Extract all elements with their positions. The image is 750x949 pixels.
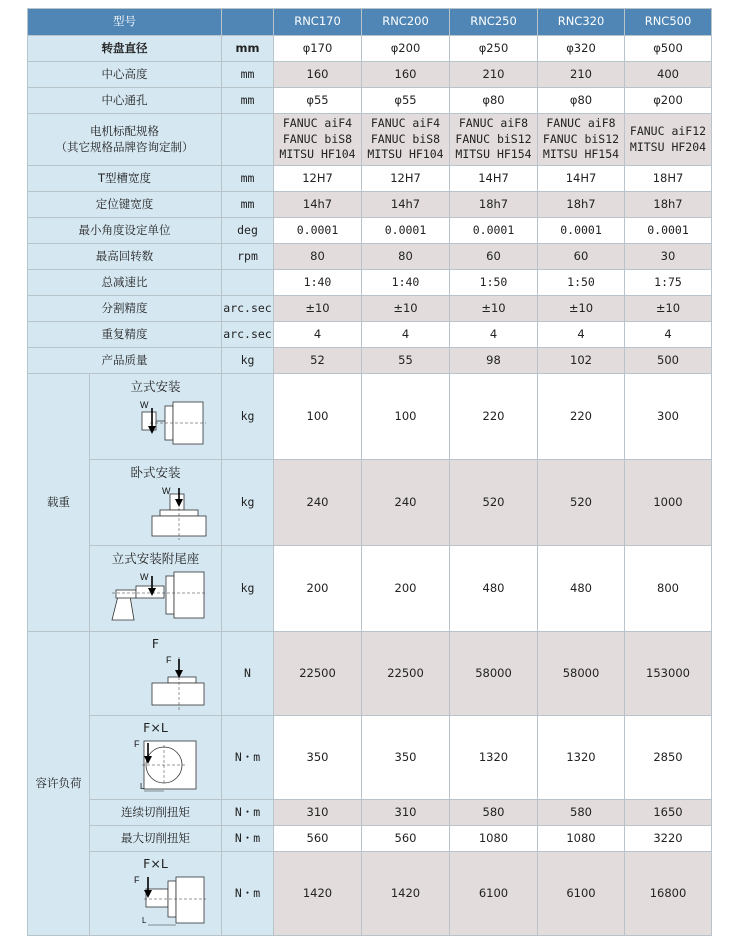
cell: 300: [625, 374, 712, 460]
table-row: [28, 716, 712, 800]
cell: 520: [538, 460, 625, 546]
cell: 1420: [362, 852, 450, 936]
row-unit: deg: [222, 218, 274, 244]
force-label: F: [134, 738, 140, 749]
allowable-group-label: 容许负荷: [28, 632, 90, 936]
load-item-label: F×L: [143, 720, 168, 736]
cell: 14H7: [450, 166, 538, 192]
cell: 480: [538, 546, 625, 632]
cell: φ200: [362, 36, 450, 62]
row-unit: arc.sec: [222, 296, 274, 322]
row-label: 定位键宽度: [28, 192, 222, 218]
motor-note: （其它规格品牌咨询定制）: [55, 139, 194, 154]
row-unit: N・m: [222, 800, 274, 826]
cell: 98: [450, 348, 538, 374]
cell: FANUC aiF4 FANUC biS8 MITSU HF104: [362, 114, 450, 166]
row-unit: kg: [222, 374, 274, 460]
cell: φ80: [538, 88, 625, 114]
cell: 100: [362, 374, 450, 460]
row-unit: N: [222, 632, 274, 716]
row-label: 连续切削扭矩: [90, 800, 222, 826]
table-row: [28, 192, 712, 218]
cell: 12H7: [362, 166, 450, 192]
motor-label: 电机标配规格: [90, 123, 159, 138]
load-item-label: F: [151, 636, 160, 652]
cell: 210: [450, 62, 538, 88]
table-row: [28, 36, 712, 62]
cell: 160: [274, 62, 362, 88]
cell: 0.0001: [625, 218, 712, 244]
allowable-side-moment-cell: [90, 852, 222, 936]
cell: ±10: [362, 296, 450, 322]
cell: φ55: [362, 88, 450, 114]
table-row: [28, 348, 712, 374]
cell: ±10: [538, 296, 625, 322]
load-vertical-cell: [90, 374, 222, 460]
cell: 153000: [625, 632, 712, 716]
cell: 58000: [450, 632, 538, 716]
cell: 1:50: [450, 270, 538, 296]
cell: 55: [362, 348, 450, 374]
table-row: [28, 632, 712, 716]
cell: 1000: [625, 460, 712, 546]
row-label: 中心通孔: [28, 88, 222, 114]
cell: 1080: [538, 826, 625, 852]
cell: 0.0001: [274, 218, 362, 244]
cell: 1320: [450, 716, 538, 800]
cell: 580: [450, 800, 538, 826]
row-label: 产品质量: [28, 348, 222, 374]
cell: 0.0001: [362, 218, 450, 244]
cell: ±10: [274, 296, 362, 322]
cell: 18H7: [625, 166, 712, 192]
cell: 58000: [538, 632, 625, 716]
cell: 22500: [274, 632, 362, 716]
cell: 1:40: [362, 270, 450, 296]
cell: 102: [538, 348, 625, 374]
cell: 14h7: [274, 192, 362, 218]
table-row: [28, 114, 712, 166]
cell: 0.0001: [450, 218, 538, 244]
row-label: 最小角度设定单位: [28, 218, 222, 244]
row-unit: mm: [222, 166, 274, 192]
cell: FANUC aiF8 FANUC biS12 MITSU HF154: [538, 114, 625, 166]
cell: 310: [274, 800, 362, 826]
force-label: F: [166, 654, 172, 665]
cell: 500: [625, 348, 712, 374]
cell: 1650: [625, 800, 712, 826]
table-row: [28, 374, 712, 460]
row-label: 最大切削扭矩: [90, 826, 222, 852]
length-label: L: [142, 915, 147, 925]
cell: 400: [625, 62, 712, 88]
load-tailstock-cell: [90, 546, 222, 632]
cell: 60: [538, 244, 625, 270]
header-row: [28, 9, 712, 36]
row-unit: arc.sec: [222, 322, 274, 348]
cell: 14h7: [362, 192, 450, 218]
cell: 520: [450, 460, 538, 546]
load-item-label: F×L: [143, 856, 168, 872]
cell: 6100: [450, 852, 538, 936]
cell: φ80: [450, 88, 538, 114]
weight-label: W: [162, 485, 171, 496]
allowable-f-cell: [90, 632, 222, 716]
cell: 240: [362, 460, 450, 546]
cell: 60: [450, 244, 538, 270]
table-row: [28, 244, 712, 270]
cell: FANUC aiF4 FANUC biS8 MITSU HF104: [274, 114, 362, 166]
cell: 200: [362, 546, 450, 632]
header-model: RNC250: [450, 9, 538, 36]
side-moment-diagram: [90, 875, 210, 931]
cell: φ170: [274, 36, 362, 62]
load-item-label: 卧式安装: [130, 465, 181, 481]
cell: 80: [274, 244, 362, 270]
cell: 14H7: [538, 166, 625, 192]
row-unit: mm: [222, 192, 274, 218]
cell: 6100: [538, 852, 625, 936]
cell: 210: [538, 62, 625, 88]
cell: 220: [538, 374, 625, 460]
row-unit: kg: [222, 460, 274, 546]
cell: 800: [625, 546, 712, 632]
table-row: [28, 88, 712, 114]
cell: 220: [450, 374, 538, 460]
cell: 1080: [450, 826, 538, 852]
cell: 0.0001: [538, 218, 625, 244]
table-row: [28, 270, 712, 296]
table-row: [28, 322, 712, 348]
weight-label: W: [140, 571, 149, 582]
cell: 240: [274, 460, 362, 546]
row-unit: rpm: [222, 244, 274, 270]
header-model: RNC170: [274, 9, 362, 36]
table-row: [28, 218, 712, 244]
cell: φ55: [274, 88, 362, 114]
cell: 52: [274, 348, 362, 374]
row-label: 总减速比: [28, 270, 222, 296]
cell: 580: [538, 800, 625, 826]
row-label: 分割精度: [28, 296, 222, 322]
cell: 12H7: [274, 166, 362, 192]
cell: 2850: [625, 716, 712, 800]
cell: 4: [538, 322, 625, 348]
cell: 350: [362, 716, 450, 800]
row-unit: N・m: [222, 716, 274, 800]
cell: 22500: [362, 632, 450, 716]
cell: 1:75: [625, 270, 712, 296]
load-group-label: 载重: [28, 374, 90, 632]
cell: 4: [362, 322, 450, 348]
row-unit: N・m: [222, 852, 274, 936]
table-row: [28, 296, 712, 322]
load-item-label: 立式安装: [130, 379, 181, 395]
row-label: T型槽宽度: [28, 166, 222, 192]
load-horizontal-cell: [90, 460, 222, 546]
row-label: 转盘直径: [28, 36, 222, 62]
cell: 4: [625, 322, 712, 348]
cell: 30: [625, 244, 712, 270]
row-unit: mm: [222, 88, 274, 114]
cell: 200: [274, 546, 362, 632]
cell: 560: [362, 826, 450, 852]
cell: ±10: [625, 296, 712, 322]
spec-table: [27, 8, 712, 936]
cell: 350: [274, 716, 362, 800]
vertical-mount-diagram: [90, 398, 210, 454]
horizontal-mount-diagram: [90, 484, 210, 540]
row-unit: kg: [222, 348, 274, 374]
cell: 160: [362, 62, 450, 88]
cell: φ200: [625, 88, 712, 114]
force-label: F: [134, 874, 140, 885]
header-label: 型号: [28, 9, 222, 36]
header-model: RNC500: [625, 9, 712, 36]
row-unit: kg: [222, 546, 274, 632]
cell: φ250: [450, 36, 538, 62]
row-unit: [222, 270, 274, 296]
cell: ±10: [450, 296, 538, 322]
cell: 4: [450, 322, 538, 348]
cell: 560: [274, 826, 362, 852]
cell: 480: [450, 546, 538, 632]
table-row: [28, 546, 712, 632]
cell: 1320: [538, 716, 625, 800]
cell: φ500: [625, 36, 712, 62]
cell: 1:50: [538, 270, 625, 296]
cell: 18h7: [625, 192, 712, 218]
header-model: RNC200: [362, 9, 450, 36]
header-model: RNC320: [538, 9, 625, 36]
allowable-moment-cell: [90, 716, 222, 800]
table-row: [28, 62, 712, 88]
row-unit: N・m: [222, 826, 274, 852]
length-label: L: [140, 781, 145, 791]
table-row: [28, 166, 712, 192]
cell: 1420: [274, 852, 362, 936]
row-label: 中心高度: [28, 62, 222, 88]
table-row: [28, 826, 712, 852]
header-unit: [222, 9, 274, 36]
cell: 100: [274, 374, 362, 460]
table-row: [28, 460, 712, 546]
cell: φ320: [538, 36, 625, 62]
load-item-label: 立式安装附尾座: [111, 551, 200, 567]
row-unit: mm: [222, 36, 274, 62]
cell: 16800: [625, 852, 712, 936]
row-unit: [222, 114, 274, 166]
cell: 80: [362, 244, 450, 270]
axial-force-diagram: [90, 655, 210, 711]
cell: 310: [362, 800, 450, 826]
table-row: [28, 800, 712, 826]
cell: FANUC aiF8 FANUC biS12 MITSU HF154: [450, 114, 538, 166]
row-unit: mm: [222, 62, 274, 88]
cell: 18h7: [538, 192, 625, 218]
table-row: [28, 852, 712, 936]
cell: 18h7: [450, 192, 538, 218]
cell: 1:40: [274, 270, 362, 296]
cell: 3220: [625, 826, 712, 852]
weight-label: W: [140, 399, 149, 410]
cell: FANUC aiF12 MITSU HF204: [625, 114, 712, 166]
cell: 4: [274, 322, 362, 348]
row-label: 重复精度: [28, 322, 222, 348]
moment-diagram: [90, 739, 210, 795]
row-label: 最高回转数: [28, 244, 222, 270]
row-label: [28, 114, 222, 166]
tailstock-mount-diagram: [90, 570, 210, 626]
